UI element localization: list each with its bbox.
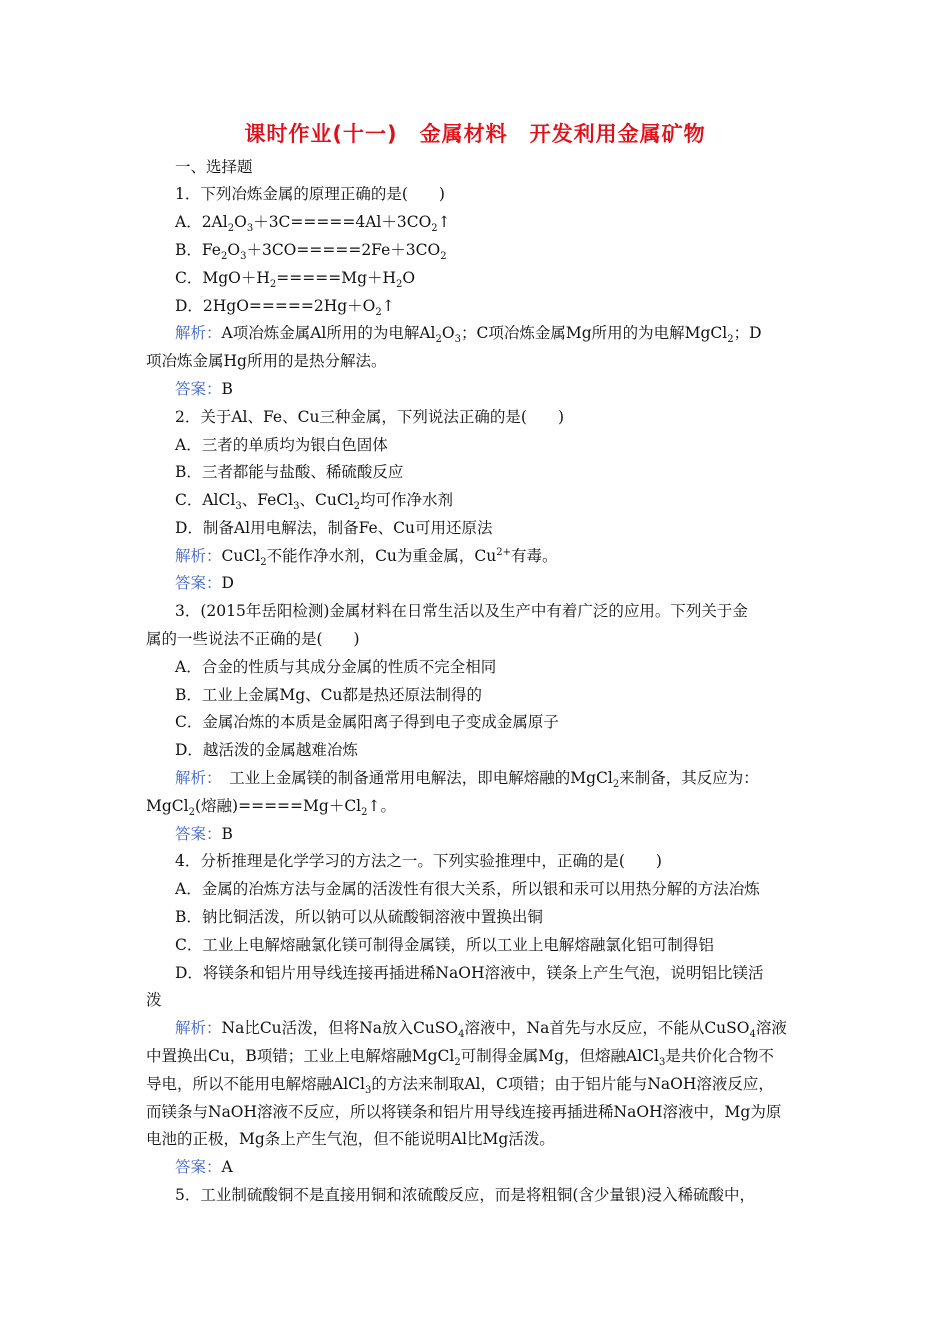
analysis-label: 解析：: [175, 324, 222, 342]
q1-option-b: B．$Fe_2O_3+3CO=====2Fe+3CO_2$: [175, 241, 447, 263]
q3-stem: 3．(2015年岳阳检测)金属材料在日常生活以及生产中有着广泛的应用。下列关于金: [175, 602, 748, 620]
q2-option-b: B．三者都能与盐酸、稀硫酸反应: [175, 463, 404, 481]
q2-option-a: A．三者的单质均为银白色固体: [175, 436, 388, 454]
answer-label: 答案：: [175, 825, 222, 843]
q3-option-c: C．金属冶炼的本质是金属阳离子得到电子变成金属原子: [175, 713, 559, 731]
q1-option-d: D．$2HgO=====2Hg+O_2↑$: [175, 297, 395, 319]
q3-option-b: B．工业上金属Mg、Cu都是热还原法制得的: [175, 686, 483, 704]
q3-analysis-cont: MgCl$_2$(熔融)$=====Mg+Cl_2↑$。: [146, 797, 397, 819]
q4-stem: 4．分析推理是化学学习的方法之一。下列实验推理中，正确的是( ): [175, 852, 662, 870]
analysis-label: 解析：: [175, 1019, 222, 1037]
q4-option-d: D．将镁条和铝片用导线连接再插进稀NaOH溶液中，镁条上产生气泡，说明铝比镁活: [175, 964, 764, 982]
answer-label: 答案：: [175, 1158, 222, 1176]
q4-option-d-cont: 泼: [146, 991, 162, 1009]
q3-option-a: A．合金的性质与其成分金属的性质不完全相同: [175, 658, 497, 676]
answer-label: 答案：: [175, 380, 222, 398]
q3-stem-cont: 属的一些说法不正确的是( ): [146, 630, 360, 648]
q4-analysis: 解析：Na比Cu活泼，但将Na放入CuSO$_4$溶液中，Na首先与水反应，不能从CuSO$_4$溶液: [175, 1019, 787, 1041]
q4-option-b: B．钠比铜活泼，所以钠可以从硫酸铜溶液中置换出铜: [175, 908, 543, 926]
q4-answer: 答案：A: [175, 1158, 233, 1176]
page-title: 课时作业(十一) 金属材料 开发利用金属矿物: [244, 122, 706, 146]
analysis-label: 解析：: [175, 547, 222, 565]
q3-option-d: D．越活泼的金属越难冶炼: [175, 741, 358, 759]
q4-analysis-cont-3: 而镁条与NaOH溶液不反应，所以将镁条和铝片用导线连接再插进稀NaOH溶液中，Mg为原: [146, 1103, 782, 1121]
answer-label: 答案：: [175, 574, 222, 592]
q1-option-c: C．$MgO+H_2=====Mg+H_2O$: [175, 269, 416, 291]
q2-option-d: D．制备Al用电解法，制备Fe、Cu可用还原法: [175, 519, 493, 537]
q2-stem: 2．关于Al、Fe、Cu三种金属，下列说法正确的是( ): [175, 408, 565, 426]
q2-analysis: 解析：CuCl$_2$不能作净水剂，Cu为重金属，$Cu^{2+}$有毒。: [175, 546, 558, 569]
q3-answer: 答案：B: [175, 825, 233, 843]
q1-analysis: 解析：A项冶炼金属Al所用的为电解$Al_2O_3$；C项冶炼金属Mg所用的为电解MgCl$_2$；D: [175, 324, 762, 346]
q4-analysis-cont-2: 导电，所以不能用电解熔融AlCl$_3$的方法来制取Al，C项错；由于铝片能与NaOH溶液反应，: [146, 1075, 774, 1097]
q1-answer: 答案：B: [175, 380, 233, 398]
q1-stem: 1．下列冶炼金属的原理正确的是( ): [175, 185, 445, 203]
q4-analysis-cont-1: 中置换出Cu，B项错；工业上电解熔融MgCl$_2$可制得金属Mg，但熔融AlCl$_3$是共价化合物不: [146, 1047, 774, 1069]
q2-option-c: C．AlCl$_3$、FeCl$_3$、CuCl$_2$均可作净水剂: [175, 491, 454, 513]
section-heading: 一、选择题: [175, 158, 253, 176]
q1-analysis-cont: 项冶炼金属Hg所用的是热分解法。: [146, 352, 387, 370]
q1-option-a: A．$2Al_2O_3+3C=====4Al+3CO_2↑$: [175, 213, 451, 235]
q2-answer: 答案：D: [175, 574, 234, 592]
q4-analysis-cont-4: 电池的正极，Mg条上产生气泡，但不能说明Al比Mg活泼。: [146, 1130, 555, 1148]
q5-stem: 5．工业制硫酸铜不是直接用铜和浓硫酸反应，而是将粗铜(含少量银)浸入稀硫酸中，: [175, 1186, 755, 1204]
q3-analysis: 解析： 工业上金属镁的制备通常用电解法，即电解熔融的MgCl$_2$来制备，其反应为：: [175, 769, 759, 791]
q4-option-a: A．金属的冶炼方法与金属的活泼性有很大关系，所以银和汞可以用热分解的方法冶炼: [175, 880, 760, 898]
analysis-label: 解析：: [175, 769, 214, 787]
q4-option-c: C．工业上电解熔融氯化镁可制得金属镁，所以工业上电解熔融氯化铝可制得铝: [175, 936, 714, 954]
